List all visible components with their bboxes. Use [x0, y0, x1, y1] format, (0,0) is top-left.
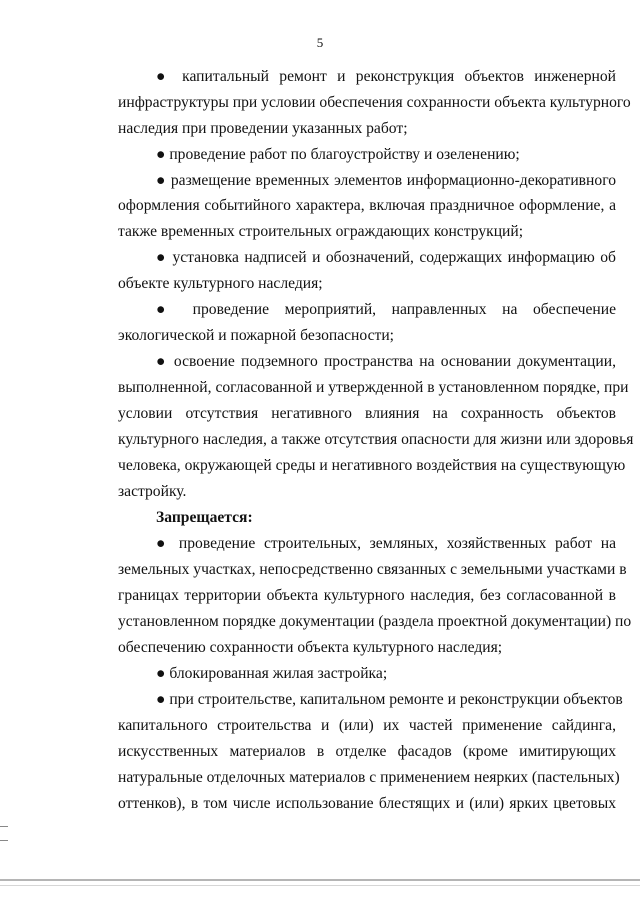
page-number: 5: [316, 35, 324, 50]
text-line: натуральные отделочных материалов с применением неярких (пастельных): [118, 769, 620, 786]
text-line: искусственных материалов в отделке фасадов (кроме имитирующих: [118, 743, 616, 760]
text-line: также временных строительных ограждающих конструкций;: [118, 223, 524, 240]
scan-bottom-rule: [0, 879, 640, 881]
scan-edge-mark: [0, 826, 8, 827]
scan-bottom-rule: [0, 885, 640, 886]
text-line: выполненной, согласованной и утвержденной в установленном порядке, при: [118, 379, 629, 396]
text-line: застройку.: [118, 483, 187, 500]
text-line: границах территории объекта культурного наследия, без согласованной в: [118, 587, 616, 604]
text-line: ● установка надписей и обозначений, содержащих информацию об: [156, 249, 616, 266]
text-line: ● при строительстве, капитальном ремонте и реконструкции объектов: [156, 691, 623, 708]
text-line: инфраструктуры при условии обеспечения сохранности объекта культурного: [118, 94, 631, 111]
text-line: объекте культурного наследия;: [118, 275, 323, 292]
text-line: человека, окружающей среды и негативного воздействия на существующую: [118, 457, 626, 474]
text-line: ● проведение строительных, земляных, хозяйственных работ на: [156, 535, 616, 552]
text-line: экологической и пожарной безопасности;: [118, 327, 394, 344]
text-line: установленном порядке документации (раздела проектной документации) по: [118, 613, 632, 630]
text-line: ● капитальный ремонт и реконструкция объектов инженерной: [156, 68, 616, 85]
section-heading: Запрещается:: [156, 509, 253, 526]
scan-edge-mark: [0, 840, 8, 841]
text-line: ● размещение временных элементов информационно-декоративного: [156, 172, 616, 189]
text-line: культурного наследия, а также отсутствия опасности для жизни или здоровья: [118, 431, 634, 448]
text-line: ● проведение работ по благоустройству и озеленению;: [156, 146, 520, 163]
text-line: ● освоение подземного пространства на основании документации,: [156, 353, 616, 370]
text-line: капитального строительства и (или) их частей применение сайдинга,: [118, 717, 616, 734]
text-line: наследия при проведении указанных работ;: [118, 120, 408, 137]
text-line: ● блокированная жилая застройка;: [156, 665, 388, 682]
text-line: ● проведение мероприятий, направленных на обеспечение: [156, 301, 616, 318]
text-line: оформления событийного характера, включая праздничное оформление, а: [118, 197, 616, 214]
text-line: оттенков), в том числе использование блестящих и (или) ярких цветовых: [118, 795, 616, 812]
text-line: условии отсутствия негативного влияния на сохранность объектов: [118, 405, 616, 422]
text-line: обеспечению сохранности объекта культурного наследия;: [118, 639, 503, 656]
text-line: земельных участках, непосредственно связанных с земельными участками в: [118, 561, 627, 578]
